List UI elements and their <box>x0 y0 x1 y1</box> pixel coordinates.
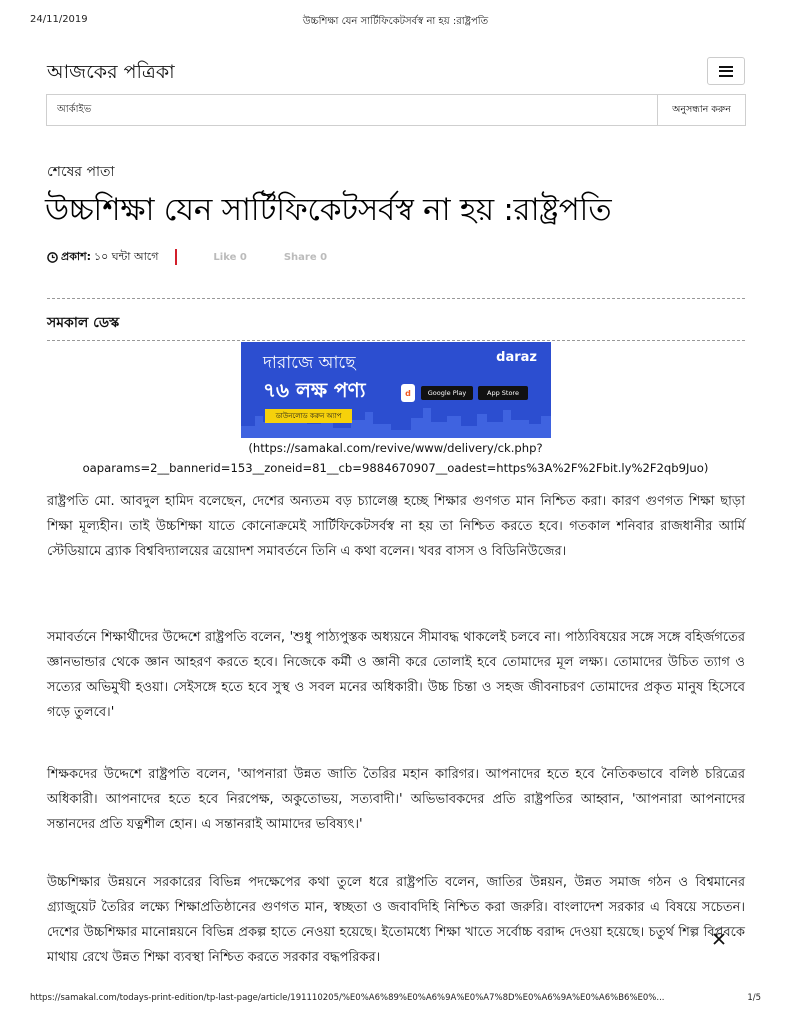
article-paragraph-4: উচ্চশিক্ষার উন্নয়নে সরকারের বিভিন্ন পদক্ষেপের কথা তুলে ধরে রাষ্ট্রপতি বলেন, জাতির উন্নয়ন, উন্নত সমাজ গঠন ও বিশ্বমানের গ্র্যাজুয়েট তৈরির লক্ষ্যে শিক্ষাপ্রতিষ্ঠানের গুণগত মান, স্বচ্ছতা ও জবাবদিহি নিশ্চিত করা জরুরি। বাংলাদেশ সরকার এ বিষয়ে সচেতন। দেশের উচ্চশিক্ষার মানোন্নয়নে বিভিন্ন প্রকল্প হাতে নেওয়া হয়েছে। ইতোমধ্যে শিক্ষা খাতে সর্বোচ্চ বরাদ্দ দেওয়া হয়েছে। চতুর্থ শিল্প বিপ্লবকে মাথায় রেখে উন্নত শিক্ষা ব্যবস্থা নিশ্চিত করতে সরকার বদ্ধপরিকর। <box>47 875 745 965</box>
article-headline: উচ্চশিক্ষা যেন সার্টিফিকেটসর্বস্ব না হয় :রাষ্ট্রপতি <box>45 192 612 228</box>
footer-url: https://samakal.com/todays-print-edition/tp-last-page/article/191110205/%E0%A6%89%E0%A6%9A%E0%A7%8D%E0%A6%9A%E0%A6%B6%E0%... <box>30 993 665 1003</box>
app-store-badge[interactable]: App Store <box>478 386 528 400</box>
ad-banner[interactable] <box>241 342 551 438</box>
ad-brand: daraz <box>496 350 537 365</box>
search-input[interactable] <box>47 95 657 125</box>
meta-divider <box>175 249 177 265</box>
divider-bottom <box>47 340 745 341</box>
ad-headline-2: ৭৬ লক্ষ পণ্য <box>263 378 366 402</box>
article-paragraph-3: শিক্ষকদের উদ্দেশে রাষ্ট্রপতি বলেন, 'আপনারা উন্নত জাতি তৈরির মহান কারিগর। আপনাদের হতে হবে নৈতিকভাবে বলিষ্ঠ চরিত্রের অধিকারী। আপনাদের হতে হবে নিরপেক্ষ, অকুতোভয়, সত্যবাদী।' অভিভাবকদের প্রতি রাষ্ট্রপতির আহ্বান, 'আপনারা আপনাদের সন্তানদের প্রতি যত্নশীল হোন। এ সন্তানরাই আমাদের ভবিষ্যৎ।' <box>47 767 745 832</box>
search-bar <box>46 94 746 126</box>
daraz-app-icon: d <box>401 384 415 402</box>
print-header <box>30 14 761 28</box>
print-date: 24/11/2019 <box>30 14 88 25</box>
article-paragraph-1: রাষ্ট্রপতি মো. আবদুল হামিদ বলেছেন, দেশের অন্যতম বড় চ্যালেঞ্জ হচ্ছে শিক্ষার গুণগত মান নিশ্চিত করা। কারণ গুণগত শিক্ষা ছাড়া শিক্ষা মূল্যহীন। তাই উচ্চশিক্ষা যাতে কোনোক্রমেই সার্টিফিকেটসর্বস্ব না হয় তা নিশ্চিত করতে হবে। গতকাল শনিবার রাজধানীর আর্মি স্টেডিয়ামে ব্র্যাক বিশ্ববিদ্যালয়ের ত্রয়োদশ সমাবর্তনে তিনি এ কথা বলেন। খবর বাসস ও বিডিনিউজের। <box>47 494 745 559</box>
ad-headline-1: দারাজে আছে <box>263 353 356 373</box>
menu-icon <box>719 66 733 77</box>
share-button[interactable]: Share 0 <box>283 251 328 263</box>
published-time: ১০ ঘন্টা আগে <box>94 249 159 263</box>
ad-link-line-1[interactable]: (https://samakal.com/revive/www/delivery/ck.php? <box>248 441 543 455</box>
divider-top <box>47 298 745 299</box>
clock-icon <box>47 252 58 263</box>
ad-cta-button[interactable]: ডাউনলোড করুন অ্যাপ <box>265 409 352 423</box>
footer-page-number: 1/5 <box>747 993 761 1003</box>
section-label[interactable]: শেষের পাতা <box>47 164 115 180</box>
ad-link-line-2[interactable]: oaparams=2__bannerid=153__zoneid=81__cb=9884670907__oadest=https%3A%2F%2Fbit.ly%2F2qb9Juo) <box>82 461 709 475</box>
menu-button[interactable] <box>707 57 745 85</box>
like-button[interactable]: Like 0 <box>213 251 247 263</box>
cursor-icon <box>712 932 726 946</box>
article-meta <box>47 248 364 266</box>
print-title: উচ্চশিক্ষা যেন সার্টিফিকেটসর্বস্ব না হয় :রাষ্ট্রপতি <box>302 16 489 27</box>
author-byline: সমকাল ডেস্ক <box>47 315 120 331</box>
print-footer <box>30 993 761 1007</box>
article-paragraph-2: সমাবর্তনে শিক্ষার্থীদের উদ্দেশে রাষ্ট্রপতি বলেন, 'শুধু পাঠ্যপুস্তক অধ্যয়নে সীমাবদ্ধ থাকলেই চলবে না। পাঠ্যবিষয়ের সঙ্গে সঙ্গে বহির্জগতের জ্ঞানভান্ডার থেকে জ্ঞান আহরণ করতে হবে। নিজেকে কর্মী ও জ্ঞানী করে তোলাই হবে তোমাদের মূল লক্ষ্য। তোমাদের উচিত ত্যাগ ও সত্যের অভিমুখী হওয়া। সেইসঙ্গে হতে হবে সুস্থ ও সবল মনের অধিকারী। উচ্চ চিন্তা ও সহজ জীবনাচরণ তোমাদের প্রকৃত মানুষ হিসেবে গড়ে তুলবে।' <box>47 630 745 720</box>
search-button[interactable]: অনুসন্ধান করুন <box>657 95 745 125</box>
google-play-badge[interactable]: Google Play <box>421 386 473 400</box>
site-logo-text[interactable]: আজকের পত্রিকা <box>47 61 175 83</box>
published-label: প্রকাশ: <box>61 249 92 263</box>
